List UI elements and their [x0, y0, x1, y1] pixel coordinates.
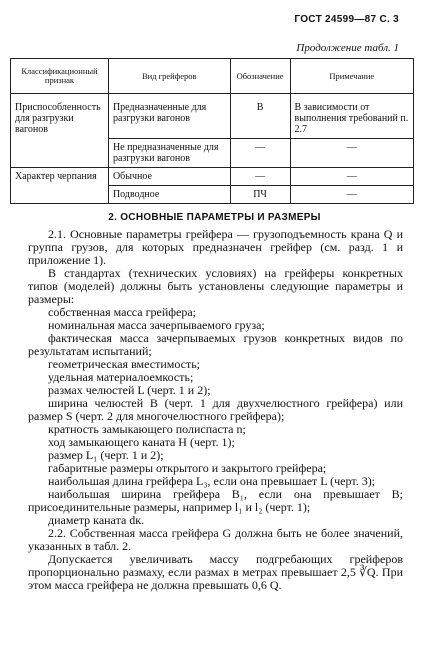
paragraph: диаметр каната dк. [48, 513, 145, 527]
table-cell-feature: Характер черпания [11, 168, 109, 204]
table-header-cell: Обозначение [230, 59, 290, 94]
table-row [11, 168, 414, 186]
table-header-row [11, 59, 414, 94]
paragraph: геометрическая вместимость; [48, 357, 201, 371]
table-cell-code: — [230, 168, 290, 186]
table-cell-kind: Обычное [108, 168, 230, 186]
paragraph: ширина челюстей B (черт. 1 для двухчелюстного грейфера) или размер S (черт. 2 для многочелюстного грейфера); [28, 396, 403, 423]
paragraph: номинальная масса зачерпываемого груза; [48, 318, 265, 332]
paragraph: размах челюстей L (черт. 1 и 2); [48, 383, 211, 397]
paragraph: ход замыкающего каната H (черт. 1); [48, 435, 235, 449]
table-header-cell: Классификационный признак [11, 59, 109, 94]
table-cell-note: В зависимости от выполнения требований п. 2.7 [290, 94, 413, 139]
table-cell-code: — [230, 139, 290, 168]
table-continuation-label: Продолжение табл. 1 [296, 42, 399, 54]
table-cell-kind: Предназначенные для разгрузки вагонов [108, 94, 230, 139]
table-row [11, 94, 414, 139]
paragraph: размер L₁ (черт. 1 и 2); [48, 448, 164, 462]
paragraph: собственная масса грейфера; [48, 305, 197, 319]
paragraph: 2.1. Основные параметры грейфера — грузоподъемность крана Q и группа грузов, для которых предназначен грейфер (см. разд. 1 и приложение 1). [28, 227, 403, 267]
section-title: 2. ОСНОВНЫЕ ПАРАМЕТРЫ И РАЗМЕРЫ [108, 212, 321, 223]
table-cell-kind: Не предназначенные для разгрузки вагонов [108, 139, 230, 168]
table-cell-code: ПЧ [230, 186, 290, 204]
paragraph: наибольшая ширина грейфера B₁, если она превышает B; присоединительные размеры, например l₁ и l₂ (черт. 1); [28, 487, 403, 514]
body-text [28, 228, 403, 592]
paragraph: фактическая масса зачерпываемых грузов конкретных видов по результатам испытаний; [28, 331, 403, 358]
paragraph: наибольшая длина грейфера L₃, если она превышает L (черт. 3); [48, 474, 376, 488]
paragraph: В стандартах (технических условиях) на грейферы конкретных типов (моделей) должны быть установлены следующие параметры и размеры: [28, 266, 403, 306]
table-cell-kind: Подводное [108, 186, 230, 204]
table-cell-note: — [290, 186, 413, 204]
table-cell-code: В [230, 94, 290, 139]
table-header-cell: Вид грейферов [108, 59, 230, 94]
page-header: ГОСТ 24599—87 С. 3 [294, 14, 399, 25]
paragraph: 2.2. Собственная масса грейфера G должна быть не более значений, указанных в табл. 2. [28, 526, 403, 553]
table-cell-note: — [290, 139, 413, 168]
paragraph: габаритные размеры открытого и закрытого грейфера; [48, 461, 327, 475]
table-header-cell: Примечание [290, 59, 413, 94]
table-cell-feature: Приспособленность для разгрузки вагонов [11, 94, 109, 168]
table-cell-note: — [290, 168, 413, 186]
paragraph: удельная материалоемкость; [48, 370, 194, 384]
classification-table [10, 58, 414, 204]
paragraph: Допускается увеличивать массу подгребающих грейферов пропорционально размаху, если размах в метрах превышает 2,5 ∛Q. При этом масса грейфера не должна превышать 0,6 Q. [28, 552, 403, 592]
paragraph: кратность замыкающего полиспаста n; [48, 422, 246, 436]
